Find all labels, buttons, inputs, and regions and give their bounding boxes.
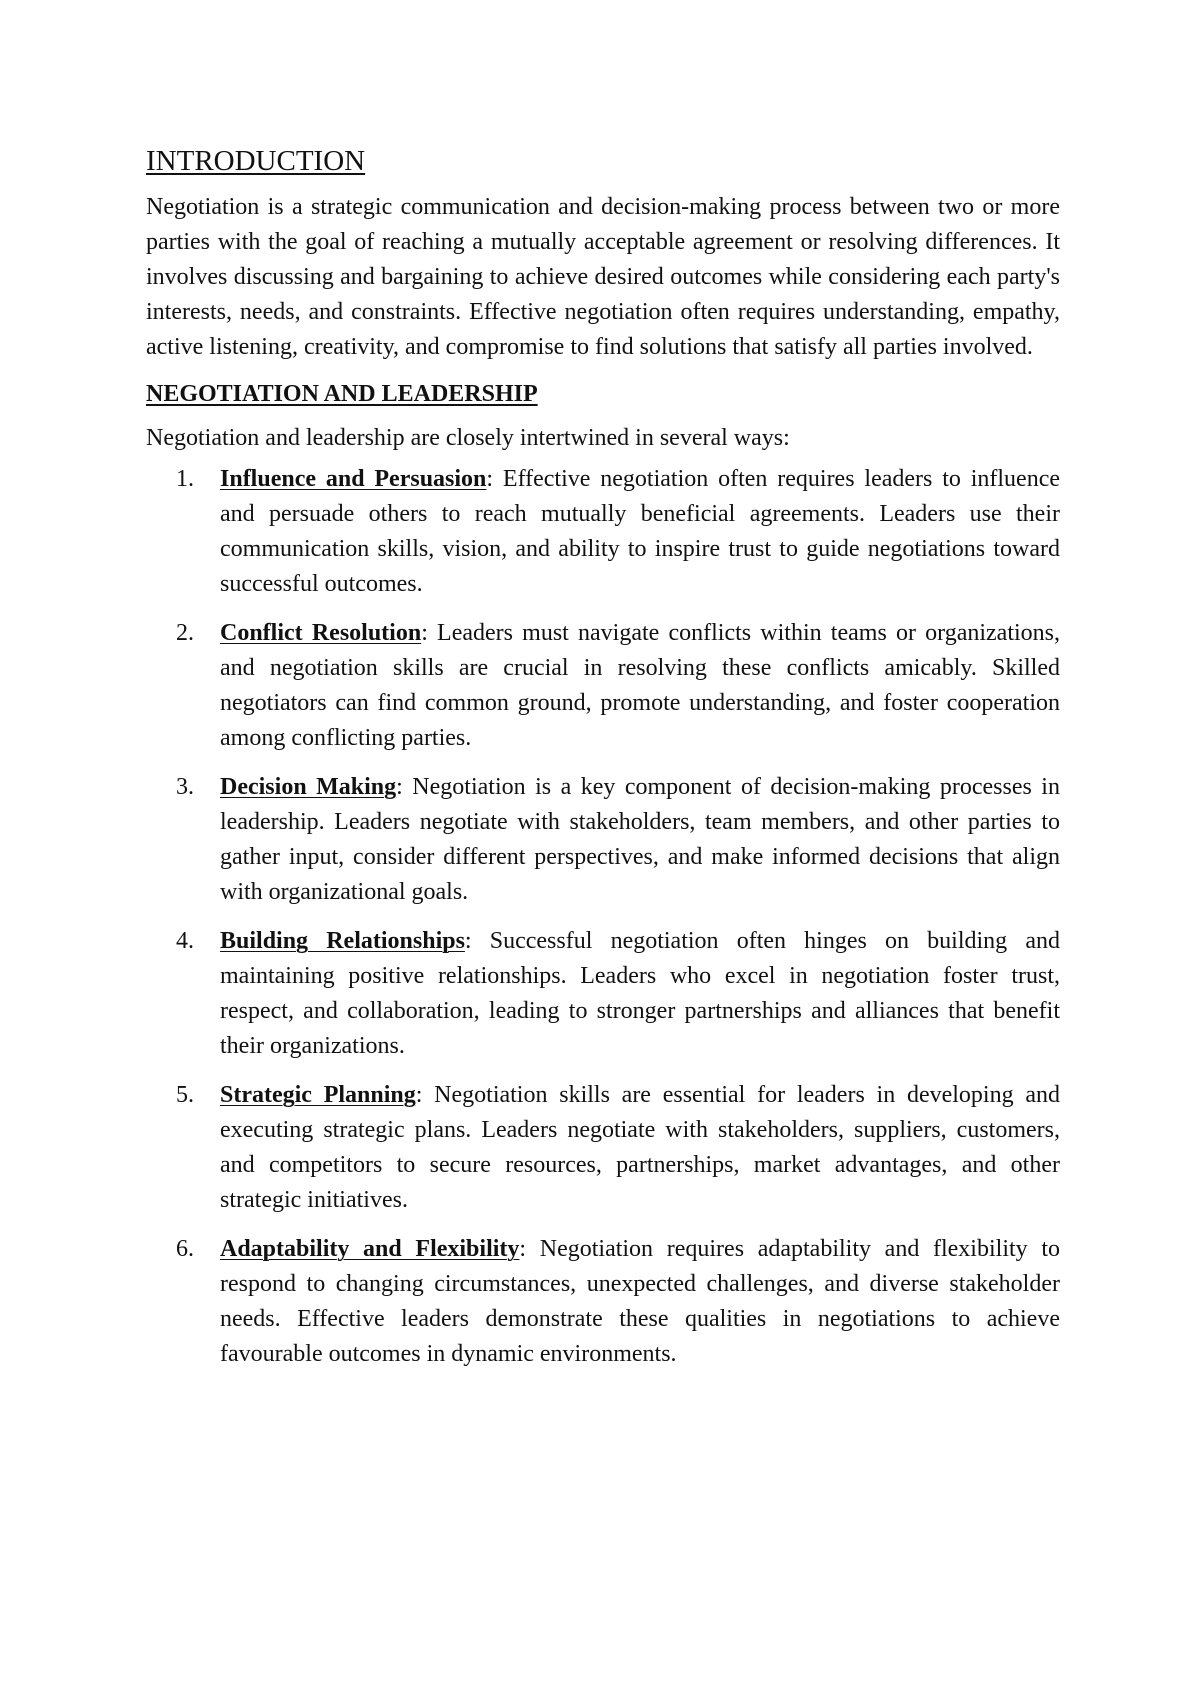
page-title: INTRODUCTION (146, 145, 366, 177)
list-text: : Successful negotiation often hinges on building and maintaining positive relationships. Leaders who excel in negotiation foster trust, respect, and collaboration, leading to stronger partnerships and alliances that benefit their organizations. (220, 928, 1060, 1059)
list-item (146, 770, 1060, 910)
list-item (146, 1078, 1060, 1218)
list-number: 2. (176, 620, 194, 646)
numbered-list (146, 462, 1060, 1372)
list-term: Decision Making (220, 774, 397, 800)
list-term: Influence and Persuasion (220, 466, 487, 492)
list-item (146, 924, 1060, 1064)
list-term: Conflict Resolution (220, 620, 422, 646)
list-term: Adaptability and Flexibility (220, 1236, 520, 1262)
list-term: Building Relationships (220, 928, 465, 954)
document-page (146, 142, 1060, 1386)
list-text: : Leaders must navigate conflicts within teams or organizations, and negotiation skills are crucial in resolving these conflicts amicably. Skilled negotiators can find common ground, promote understanding, and foster cooperation among conflicting parties. (220, 620, 1060, 751)
list-text: : Effective negotiation often requires leaders to influence and persuade others to reach mutually beneficial agreements. Leaders use their communication skills, vision, and ability to inspire trust to guide negotiations toward successful outcomes. (220, 466, 1061, 597)
list-item (146, 1232, 1060, 1372)
list-number: 5. (176, 1082, 194, 1108)
intro-paragraph: Negotiation is a strategic communication and decision-making process between two or more parties with the goal of reaching a mutually acceptable agreement or resolving differences. It involves discussing and bargaining to achieve desired outcomes while considering each party's interests, needs, and constraints. Effective negotiation often requires understanding, empathy, active listening, creativity, and compromise to find solutions that satisfy all parties involved. (146, 194, 1060, 360)
list-number: 6. (176, 1236, 194, 1262)
list-number: 3. (176, 774, 194, 800)
section-intro: Negotiation and leadership are closely intertwined in several ways: (146, 425, 790, 451)
list-text: : Negotiation is a key component of decision-making processes in leadership. Leaders negotiate with stakeholders, team members, and other parties to gather input, consider different perspectives, and make informed decisions that align with organizational goals. (220, 774, 1060, 905)
list-number: 1. (176, 466, 194, 492)
list-item (146, 616, 1060, 756)
list-item (146, 462, 1060, 602)
list-text: : Negotiation requires adaptability and flexibility to respond to changing circumstances, unexpected challenges, and diverse stakeholder needs. Effective leaders demonstrate these qualities in negotiations to achieve favourable outcomes in dynamic environments. (220, 1236, 1060, 1367)
list-number: 4. (176, 928, 194, 954)
section-heading: NEGOTIATION AND LEADERSHIP (146, 381, 538, 407)
list-term: Strategic Planning (220, 1082, 416, 1108)
list-text: : Negotiation skills are essential for leaders in developing and executing strategic plans. Leaders negotiate with stakeholders, suppliers, customers, and competitors to secure resources, partnerships, market advantages, and other strategic initiatives. (220, 1082, 1060, 1213)
